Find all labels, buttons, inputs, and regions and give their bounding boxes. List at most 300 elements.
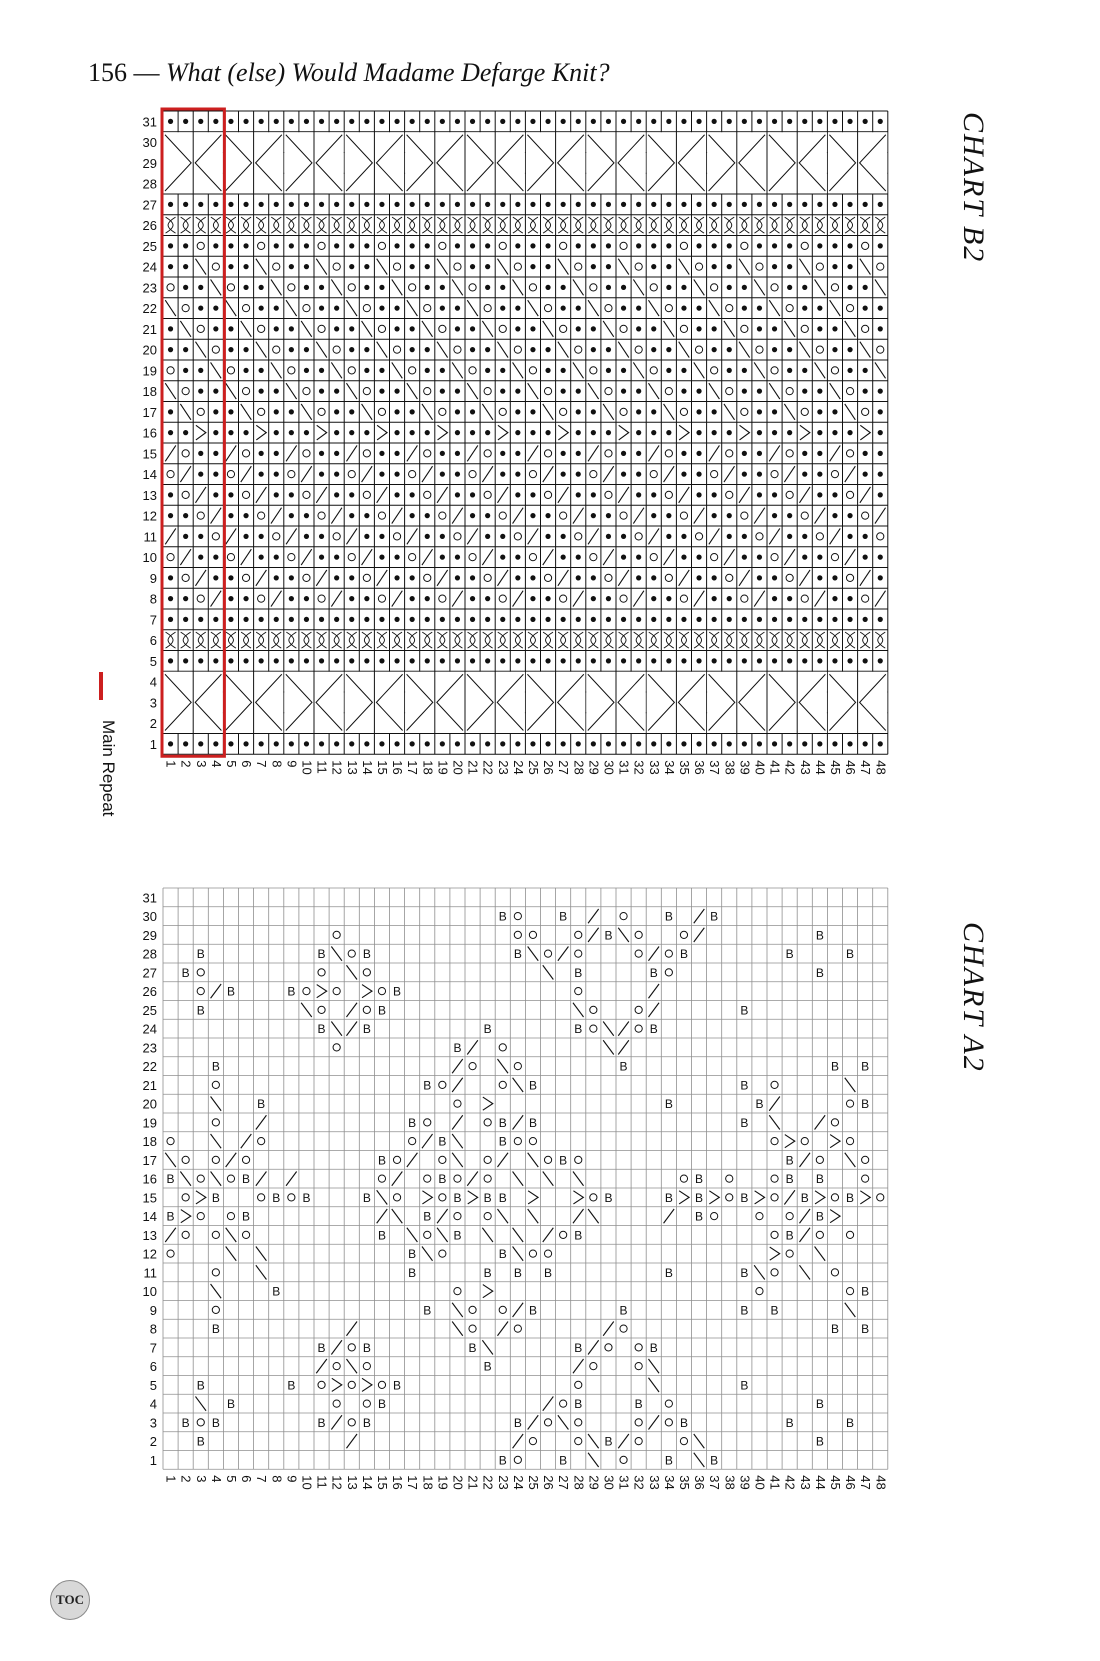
bead-icon: B <box>242 1209 251 1224</box>
decrease-icon <box>180 1172 191 1186</box>
double-decrease-icon <box>770 1247 780 1260</box>
bead-icon: B <box>166 1209 175 1224</box>
yarn-over-icon <box>529 931 536 938</box>
column-label: 24 <box>510 1475 526 1490</box>
decrease-icon <box>497 1209 508 1223</box>
row-label: 13 <box>142 487 157 503</box>
row-label: 17 <box>142 404 157 420</box>
column-label: 7 <box>254 1475 270 1483</box>
decrease-icon <box>497 1322 508 1336</box>
row-label: 31 <box>142 890 157 906</box>
column-label: 29 <box>586 760 602 775</box>
yarn-over-icon <box>182 1156 189 1163</box>
yarn-over-icon <box>514 913 521 920</box>
decrease-icon <box>513 1078 524 1092</box>
yarn-over-icon <box>318 1381 325 1388</box>
bead-icon: B <box>528 1303 537 1318</box>
yarn-over-icon <box>439 1081 446 1088</box>
decrease-icon <box>618 1434 629 1448</box>
yarn-over-icon <box>831 1119 838 1126</box>
decrease-icon <box>573 1003 584 1017</box>
yarn-over-icon <box>258 1194 265 1201</box>
column-label: 35 <box>676 760 692 775</box>
column-label: 25 <box>525 760 541 775</box>
double-decrease-icon <box>468 1191 478 1204</box>
column-label: 17 <box>405 760 421 775</box>
bead-icon: B <box>272 1284 281 1299</box>
yarn-over-icon <box>680 1175 687 1182</box>
double-decrease-icon <box>860 1191 870 1204</box>
row-label: 7 <box>149 612 157 628</box>
column-label: 38 <box>722 1475 738 1490</box>
bead-icon: B <box>649 965 658 980</box>
row-label: 24 <box>142 259 157 275</box>
row-label: 7 <box>149 1340 157 1356</box>
double-decrease-icon <box>483 1285 493 1298</box>
yarn-over-icon <box>409 1138 416 1145</box>
column-label: 9 <box>284 1475 300 1483</box>
double-decrease-icon <box>755 1191 765 1204</box>
column-label: 23 <box>495 1475 511 1490</box>
column-label: 1 <box>163 760 179 768</box>
yarn-over-icon <box>726 1194 733 1201</box>
yarn-over-icon <box>665 1400 672 1407</box>
column-label: 4 <box>208 760 224 768</box>
yarn-over-icon <box>680 931 687 938</box>
bead-icon: B <box>695 1209 704 1224</box>
yarn-over-icon <box>575 1438 582 1445</box>
decrease-icon <box>377 1209 388 1223</box>
bead-icon: B <box>846 947 855 962</box>
bead-icon: B <box>377 1397 386 1412</box>
decrease-icon <box>543 1397 554 1411</box>
bead-icon: B <box>861 1322 870 1337</box>
column-label: 41 <box>767 760 783 775</box>
bead-icon: B <box>740 1003 749 1018</box>
decrease-icon <box>497 1059 508 1073</box>
column-label: 33 <box>646 1475 662 1490</box>
decrease-icon <box>482 1228 493 1242</box>
main-repeat-line-icon <box>99 672 103 700</box>
decrease-icon <box>573 1209 584 1223</box>
yarn-over-icon <box>378 988 385 995</box>
decrease-icon <box>452 1322 463 1336</box>
bead-icon: B <box>755 1097 764 1112</box>
bead-icon: B <box>483 1359 492 1374</box>
column-label: 6 <box>239 760 255 768</box>
yarn-over-icon <box>197 969 204 976</box>
yarn-over-icon <box>212 1269 219 1276</box>
row-label: 9 <box>149 1302 157 1318</box>
bead-icon: B <box>815 1209 824 1224</box>
row-label: 16 <box>142 1171 157 1187</box>
column-label: 18 <box>420 760 436 775</box>
row-label: 23 <box>142 1040 157 1056</box>
column-label: 14 <box>359 760 375 775</box>
yarn-over-icon <box>348 1381 355 1388</box>
toc-button[interactable]: TOC <box>50 1580 90 1620</box>
column-label: 44 <box>812 760 828 775</box>
decrease-icon <box>754 1265 765 1279</box>
yarn-over-icon <box>575 988 582 995</box>
bead-icon: B <box>166 1172 175 1187</box>
double-decrease-icon <box>332 1378 342 1391</box>
decrease-icon <box>226 1228 237 1242</box>
column-label: 39 <box>737 1475 753 1490</box>
decrease-icon <box>815 1115 826 1129</box>
column-label: 3 <box>193 1475 209 1483</box>
column-label: 22 <box>480 760 496 775</box>
double-decrease-icon <box>830 1210 840 1223</box>
yarn-over-icon <box>348 1419 355 1426</box>
double-decrease-icon <box>196 1191 206 1204</box>
row-label: 29 <box>142 927 157 943</box>
bead-icon: B <box>408 1247 417 1262</box>
decrease-icon <box>256 1265 267 1279</box>
yarn-over-icon <box>212 1306 219 1313</box>
decrease-icon <box>331 1415 342 1429</box>
bead-icon: B <box>317 1340 326 1355</box>
decrease-icon <box>618 928 629 942</box>
yarn-over-icon <box>544 1250 551 1257</box>
yarn-over-icon <box>862 1156 869 1163</box>
row-label: 27 <box>142 965 157 981</box>
decrease-icon <box>331 1340 342 1354</box>
yarn-over-icon <box>620 1325 627 1332</box>
bead-icon: B <box>362 1340 371 1355</box>
yarn-over-icon <box>756 1288 763 1295</box>
bead-icon: B <box>287 984 296 999</box>
bead-icon: B <box>211 1322 220 1337</box>
row-label: 21 <box>142 1077 157 1093</box>
bead-icon: B <box>604 1190 613 1205</box>
yarn-over-icon <box>363 969 370 976</box>
bead-icon: B <box>377 1228 386 1243</box>
bead-icon: B <box>453 1228 462 1243</box>
decrease-icon <box>407 1153 418 1167</box>
yarn-over-icon <box>514 1063 521 1070</box>
column-label: 11 <box>314 1475 330 1489</box>
decrease-icon <box>588 928 599 942</box>
decrease-icon <box>528 1153 539 1167</box>
decrease-icon <box>226 1247 237 1261</box>
column-label: 7 <box>254 760 270 768</box>
yarn-over-icon <box>212 1081 219 1088</box>
bead-icon: B <box>498 1134 507 1149</box>
row-label: 23 <box>142 280 157 296</box>
yarn-over-icon <box>484 1119 491 1126</box>
row-label: 26 <box>142 218 157 234</box>
bead-icon: B <box>362 1022 371 1037</box>
yarn-over-icon <box>182 1194 189 1201</box>
column-label: 13 <box>344 760 360 775</box>
yarn-over-icon <box>363 1006 370 1013</box>
decrease-icon <box>799 1228 810 1242</box>
row-label: 1 <box>149 736 157 752</box>
decrease-icon <box>211 1097 222 1111</box>
column-label: 12 <box>329 760 345 775</box>
bead-icon: B <box>377 1153 386 1168</box>
decrease-icon <box>603 1040 614 1054</box>
yarn-over-icon <box>620 1456 627 1463</box>
bead-icon: B <box>317 1415 326 1430</box>
bead-icon: B <box>211 1059 220 1074</box>
yarn-over-icon <box>590 1006 597 1013</box>
column-label: 30 <box>601 1475 617 1490</box>
column-label: 21 <box>465 760 481 775</box>
column-label: 6 <box>239 1475 255 1483</box>
bead-icon: B <box>181 965 190 980</box>
column-label: 32 <box>631 760 647 775</box>
decrease-icon <box>482 1340 493 1354</box>
decrease-icon <box>528 947 539 961</box>
decrease-icon <box>648 947 659 961</box>
decrease-icon <box>346 965 357 979</box>
decrease-icon <box>286 1172 297 1186</box>
bead-icon: B <box>498 1190 507 1205</box>
column-label: 45 <box>827 1475 843 1490</box>
double-decrease-icon <box>181 1210 191 1223</box>
row-label: 12 <box>142 1246 157 1262</box>
decrease-icon <box>769 1097 780 1111</box>
double-decrease-icon <box>785 1135 795 1148</box>
column-label: 39 <box>737 760 753 775</box>
decrease-icon <box>694 1434 705 1448</box>
yarn-over-icon <box>620 913 627 920</box>
decrease-icon <box>452 1303 463 1317</box>
decrease-icon <box>437 1228 448 1242</box>
bead-icon: B <box>861 1059 870 1074</box>
bead-icon: B <box>408 1115 417 1130</box>
bead-icon: B <box>574 1022 583 1037</box>
bead-icon: B <box>287 1378 296 1393</box>
column-label: 32 <box>631 1475 647 1490</box>
yarn-over-icon <box>529 1438 536 1445</box>
bead-icon: B <box>710 909 719 924</box>
chart-b2-title: CHART B2 <box>957 112 990 264</box>
column-label: 40 <box>752 760 768 775</box>
row-label: 27 <box>142 197 157 213</box>
bead-icon: B <box>513 1265 522 1280</box>
bead-icon: B <box>317 947 326 962</box>
column-label: 41 <box>767 1475 783 1490</box>
bead-icon: B <box>619 1059 628 1074</box>
bead-icon: B <box>498 1115 507 1130</box>
column-label: 44 <box>812 1475 828 1490</box>
bead-icon: B <box>393 984 402 999</box>
double-decrease-icon <box>362 1378 372 1391</box>
yarn-over-icon <box>605 1344 612 1351</box>
yarn-over-icon <box>393 1156 400 1163</box>
yarn-over-icon <box>635 1006 642 1013</box>
bead-icon: B <box>544 1265 553 1280</box>
bead-icon: B <box>196 1434 205 1449</box>
column-label: 2 <box>178 760 194 768</box>
yarn-over-icon <box>469 1306 476 1313</box>
decrease-icon <box>211 1134 222 1148</box>
yarn-over-icon <box>333 931 340 938</box>
yarn-over-icon <box>544 1419 551 1426</box>
bead-icon: B <box>393 1378 402 1393</box>
decrease-icon <box>377 1190 388 1204</box>
yarn-over-icon <box>454 1213 461 1220</box>
legend <box>90 672 120 832</box>
yarn-over-icon <box>831 1194 838 1201</box>
chart-a2-title: CHART A2 <box>957 922 990 1073</box>
yarn-over-icon <box>333 988 340 995</box>
decrease-icon <box>588 1209 599 1223</box>
bead-icon: B <box>740 1115 749 1130</box>
yarn-over-icon <box>846 1288 853 1295</box>
yarn-over-icon <box>439 1194 446 1201</box>
decrease-icon <box>558 947 569 961</box>
double-decrease-icon <box>317 985 327 998</box>
double-decrease-icon <box>709 1191 719 1204</box>
yarn-over-icon <box>514 1325 521 1332</box>
decrease-icon <box>845 1078 856 1092</box>
decrease-icon <box>573 1172 584 1186</box>
row-label: 28 <box>142 946 157 962</box>
yarn-over-icon <box>635 1363 642 1370</box>
column-label: 2 <box>178 1475 194 1483</box>
column-label: 42 <box>782 1475 798 1490</box>
bead-icon: B <box>664 909 673 924</box>
column-label: 46 <box>843 760 859 775</box>
yarn-over-icon <box>348 950 355 957</box>
yarn-over-icon <box>816 1231 823 1238</box>
yarn-over-icon <box>635 1419 642 1426</box>
yarn-over-icon <box>771 1081 778 1088</box>
row-label: 10 <box>142 550 157 566</box>
column-label: 11 <box>314 760 330 774</box>
decrease-icon <box>603 1322 614 1336</box>
bead-icon: B <box>830 1059 839 1074</box>
column-label: 3 <box>193 760 209 768</box>
decrease-icon <box>346 1434 357 1448</box>
decrease-icon <box>301 1003 312 1017</box>
decrease-icon <box>422 1134 433 1148</box>
yarn-over-icon <box>242 1231 249 1238</box>
yarn-over-icon <box>212 1156 219 1163</box>
decrease-icon <box>648 1415 659 1429</box>
decrease-icon <box>452 1059 463 1073</box>
bead-icon: B <box>528 1115 537 1130</box>
bead-icon: B <box>272 1190 281 1205</box>
double-decrease-icon <box>422 1191 432 1204</box>
column-label: 40 <box>752 1475 768 1490</box>
decrease-icon <box>452 1153 463 1167</box>
decrease-icon <box>452 1134 463 1148</box>
decrease-icon <box>528 1415 539 1429</box>
decrease-icon <box>799 1153 810 1167</box>
decrease-icon <box>588 909 599 923</box>
yarn-over-icon <box>590 1363 597 1370</box>
decrease-icon <box>543 1228 554 1242</box>
yarn-over-icon <box>499 1306 506 1313</box>
yarn-over-icon <box>333 1363 340 1370</box>
decrease-icon <box>452 1115 463 1129</box>
yarn-over-icon <box>333 1044 340 1051</box>
row-label: 28 <box>142 176 157 192</box>
decrease-icon <box>513 1303 524 1317</box>
yarn-over-icon <box>378 1175 385 1182</box>
column-label: 10 <box>299 760 315 775</box>
header-separator: — <box>133 58 160 87</box>
column-label: 26 <box>541 1475 557 1490</box>
bead-icon: B <box>438 1172 447 1187</box>
decrease-icon <box>497 1153 508 1167</box>
decrease-icon <box>513 1172 524 1186</box>
decrease-icon <box>211 984 222 998</box>
bead-icon: B <box>679 947 688 962</box>
bead-icon: B <box>574 1340 583 1355</box>
bead-icon: B <box>226 1397 235 1412</box>
bead-icon: B <box>815 1172 824 1187</box>
yarn-over-icon <box>484 1175 491 1182</box>
double-decrease-icon <box>483 1097 493 1110</box>
decrease-icon <box>165 1228 176 1242</box>
decrease-icon <box>513 1228 524 1242</box>
column-label: 21 <box>465 1475 481 1490</box>
bead-icon: B <box>453 1040 462 1055</box>
column-label: 25 <box>525 1475 541 1490</box>
bead-icon: B <box>498 1453 507 1468</box>
row-label: 8 <box>149 1321 157 1337</box>
decrease-icon <box>618 1022 629 1036</box>
row-label: 25 <box>142 238 157 254</box>
decrease-icon <box>467 1040 478 1054</box>
yarn-over-icon <box>575 1156 582 1163</box>
row-label: 11 <box>143 529 157 545</box>
bead-icon: B <box>574 965 583 980</box>
column-label: 22 <box>480 1475 496 1490</box>
double-decrease-icon <box>830 1135 840 1148</box>
bead-icon: B <box>634 1397 643 1412</box>
column-label: 20 <box>450 760 466 775</box>
yarn-over-icon <box>575 950 582 957</box>
book-title: What (else) Would Madame Defarge Knit? <box>166 58 610 87</box>
bead-icon: B <box>740 1265 749 1280</box>
bead-icon: B <box>317 1022 326 1037</box>
decrease-icon <box>407 1228 418 1242</box>
row-label: 9 <box>149 570 157 586</box>
bead-icon: B <box>604 1434 613 1449</box>
row-label: 25 <box>142 1002 157 1018</box>
decrease-icon <box>256 1115 267 1129</box>
column-label: 31 <box>616 760 632 775</box>
bead-icon: B <box>664 1097 673 1112</box>
decrease-icon <box>573 1359 584 1373</box>
bead-icon: B <box>815 928 824 943</box>
yarn-over-icon <box>318 969 325 976</box>
decrease-icon <box>226 1153 237 1167</box>
column-label: 14 <box>359 1475 375 1490</box>
yarn-over-icon <box>514 1138 521 1145</box>
decrease-icon <box>452 1078 463 1092</box>
decrease-icon <box>346 1003 357 1017</box>
decrease-icon <box>648 1378 659 1392</box>
column-label: 33 <box>646 760 662 775</box>
bead-icon: B <box>498 909 507 924</box>
column-label: 13 <box>344 1475 360 1490</box>
yarn-over-icon <box>635 931 642 938</box>
row-label: 24 <box>142 1021 157 1037</box>
column-label: 16 <box>390 1475 406 1490</box>
yarn-over-icon <box>711 1213 718 1220</box>
yarn-over-icon <box>575 931 582 938</box>
decrease-icon <box>346 1322 357 1336</box>
yarn-over-icon <box>454 1100 461 1107</box>
